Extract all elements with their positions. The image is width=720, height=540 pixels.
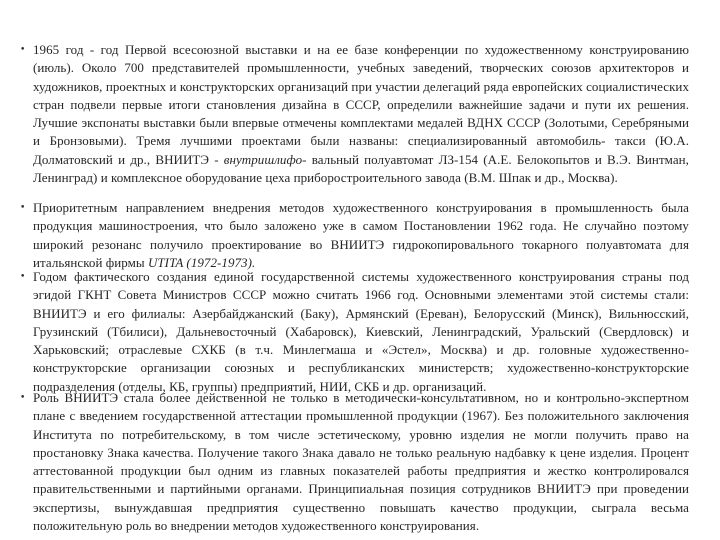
bullet-marker: • — [20, 393, 26, 403]
bullet-marker: • — [20, 203, 26, 213]
paragraph-text: Роль ВНИИТЭ стала более действенной не только в методически-консультативном, но и контрольно-экспертном плане с введением государственной аттестации промышленной продукции (1967). Без положительного заключения Института по потребительскому, в том числе эстетическому, уровню изделия не могли получить право на простановку Знака качества. Получение такого Знака давало не только реальную надбавку к цене изделия. Процент аттестованной продукции был одним из главных показателей работы предприятия и жестко контролировался правительственными и партийными органами. Принципиальная позиция сотрудников ВНИИТЭ при проведении экспертизы, вынуждавшая предприятия существенно повышать качество продукции, сыграла весьма положительную роль во внедрении методов художественного конструирования. — [33, 390, 689, 534]
paragraph — [33, 389, 689, 535]
paragraph-italic-text: внутришлифо — [223, 151, 303, 167]
paragraph-text: Годом фактического создания единой государственной системы художественного конструирования страны под эгидой ГКНТ Совета Министров СССР можно считать 1966 год. Основными элементами этой системы стали: ВНИИТЭ и его филиалы: Азербайджанский (Баку), Армянский (Ереван), Белорусский (Минск), Вильнюсский, Грузинский (Тбилиси), Дальневосточный (Хабаровск), Киевский, Ленинградский, Уральский (Свердловск) и Харьковский; отраслевые СХКБ (в т.ч. Минлегмаша и «Эстел», Москва) и др. головные художественно-конструкторские организации союзных и республиканских министерств; художественно-конструкторские подразделения (отделы, КБ, группы) предприятий, НИИ, СКБ и др. организаций. — [33, 269, 689, 394]
paragraph-text-after: - вальный полуавтомат ЛЗ-154 (А.Е. Белокопытов и В.Э. Винтман, Ленинград) и комплексное оборудование цеха приборостроительного завода (В.М. Шпак и др., Москва). — [33, 151, 689, 186]
paragraph-italic-text: UTITA (1972-1973). — [147, 254, 256, 270]
paragraph-text: 1965 год - год Первой всесоюзной выставки и на ее базе конференции по художественному конструированию (июль). Около 700 представителей промышленности, учебных заведений, творческих союзов архитекторов и художников, проектных и конструкторских организаций при участии делегаций ряда европейских социалистических стран подвели первые итоги становления дизайна в СССР, определили важнейшие задачи и пути их решения. Лучшие экспонаты выставки были впервые отмечены комплектами медалей ВДНХ СССР (Золотыми, Серебряными и Бронзовыми). Тремя лучшими проектами были названы: специализированный автомобиль- такси (Ю.А. Долматовский и др., ВНИИТЭ - — [33, 42, 689, 167]
paragraph — [33, 41, 689, 187]
bullet-marker: • — [20, 45, 26, 55]
bullet-marker: • — [20, 272, 26, 282]
paragraph-text: Приоритетным направлением внедрения методов художественного конструирования в промышленность была продукция машиностроения, что было заложено уже в самом Постановлении 1962 года. Не случайно поэтому широкий резонанс получило проектирование во ВНИИТЭ гидрокопировального токарного полуавтомата для итальянской фирмы — [33, 200, 689, 270]
paragraph — [33, 199, 689, 272]
paragraph — [33, 268, 689, 396]
